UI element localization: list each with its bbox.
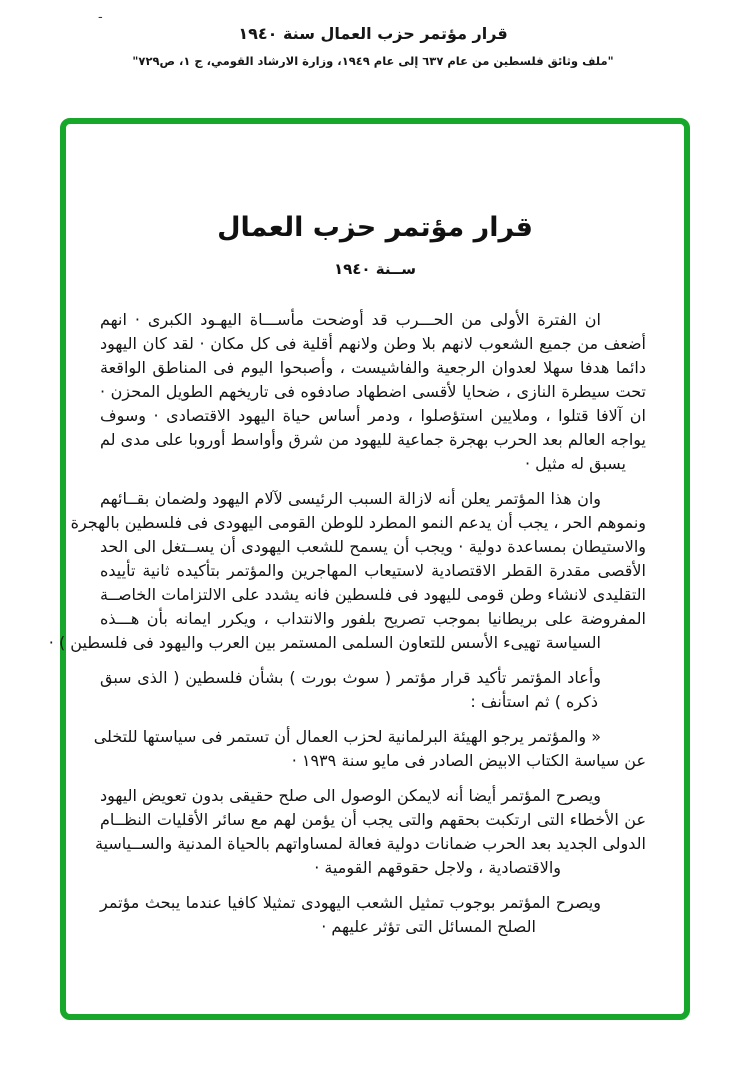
text-line: الصلح المسائل التى تؤثر عليهم ·: [321, 917, 536, 936]
text-line: ذكره ) ثم استأنف :: [470, 692, 598, 711]
text-line: « والمؤتمر يرجو الهيئة البرلمانية لحزب العمال أن تستمر فى سياستها للتخلى: [93, 727, 601, 746]
page-header: [0, 24, 746, 68]
page-corner-mark: -: [98, 10, 103, 25]
paragraph-1: [100, 308, 646, 476]
document-text-block: [48, 308, 646, 950]
paragraph-5: [94, 784, 646, 880]
text-line: وأعاد المؤتمر تأكيد قرار مؤتمر ( سوث بورت ) بشأن فلسطين ( الذى سبق: [100, 668, 601, 687]
text-line: والاستيطان بمساعدة دولية · ويجب أن يسمح للشعب اليهودى أن يســتغل الى الحد: [100, 537, 646, 556]
text-line: عن سياسة الكتاب الابيض الصادر فى مايو سنة ١٩٣٩ ·: [291, 751, 646, 770]
text-line: السياسة تهيىء الأسس للتعاون السلمى المستمر بين العرب واليهود فى فلسطين ) ·: [48, 633, 601, 652]
text-line: ويصرح المؤتمر بوجوب تمثيل الشعب اليهودى تمثيلا كافيا عندما يبحث مؤتمر: [100, 893, 601, 912]
paragraph-3: [100, 666, 646, 714]
paragraph-2: [48, 487, 646, 655]
document-subtitle: ســنة ١٩٤٠: [333, 260, 417, 278]
text-line: الأقصى مقدرة القطر الاقتصادية لاستيعاب المهاجرين والمؤتمر بتأكيده ثانية تأييده: [100, 561, 646, 580]
text-line: دائما هدفا سهلا لعدوان الرجعية والفاشيست ، وأصبحوا اليوم فى المناطق الواقعة: [100, 358, 646, 377]
text-line: عن الأخطاء التى ارتكبت بحقهم والتى يجب أن يؤمن لهم مع سائر الأقليات النظــام: [100, 810, 646, 829]
text-line: الدولى الجديد بعد الحرب ضمانات دولية فعالة لمساواتهم بالحياة المدنية والســياسية: [94, 834, 646, 853]
document-frame: [48, 118, 690, 1020]
paragraph-6: [100, 891, 646, 939]
page-header-title: قرار مؤتمر حزب العمال سنة ١٩٤٠: [238, 24, 508, 43]
document-title: قرار مؤتمر حزب العمال: [217, 212, 533, 243]
text-line: ويصرح المؤتمر أيضا أنه لايمكن الوصول الى صلح حقيقى بدون تعويض اليهود: [100, 786, 601, 805]
text-line: يواجه العالم بعد الحرب بهجرة جماعية لليهود من شرق وأواسط أوروبا على مدى لم: [100, 430, 646, 449]
text-line: وان هذا المؤتمر يعلن أنه لازالة السبب الرئيسى لآلام اليهود ولضمان بقــائهم: [100, 489, 601, 508]
text-line: ونموهم الحر ، يجب أن يدعم النمو المطرد للوطن القومى اليهودى فى فلسطين بالهجرة: [70, 513, 646, 532]
paragraph-4: [93, 725, 646, 773]
text-line: أضعف من جميع الشعوب لانهم بلا وطن ولانهم أقلية فى كل مكان · لقد كان اليهود: [100, 334, 646, 353]
source-citation: "ملف وثائق فلسطين من عام ٦٣٧ إلى عام ١٩٤٩، وزارة الارشاد القومي، ج ١، ص٧٢٩": [132, 54, 614, 68]
text-line: ان الفترة الأولى من الحـــرب قد أوضحت مأســـاة اليهـود الكبرى · انهم: [100, 310, 601, 329]
text-line: ان آلافا قتلوا ، وملايين استؤصلوا ، ودمر أساس حياة اليهود الاقتصادى · وسوف: [100, 406, 646, 425]
text-line: والاقتصادية ، ولاجل حقوقهم القومية ·: [314, 858, 561, 877]
text-line: يسبق له مثيل ·: [524, 454, 626, 473]
text-line: تحت سيطرة النازى ، ضحايا لأقسى اضطهاد صادفوه فى تاريخهم الطويل المحزن ·: [100, 382, 646, 401]
text-line: التقليدى لانشاء وطن قومى لليهود فى فلسطين فانه يشدد على الالتزامات الخاصــة: [100, 585, 646, 604]
text-line: المفروضة على بريطانيا بموجب تصريح بلفور والانتداب ، ويكرر ايمانه بأن هـــذه: [100, 609, 646, 628]
